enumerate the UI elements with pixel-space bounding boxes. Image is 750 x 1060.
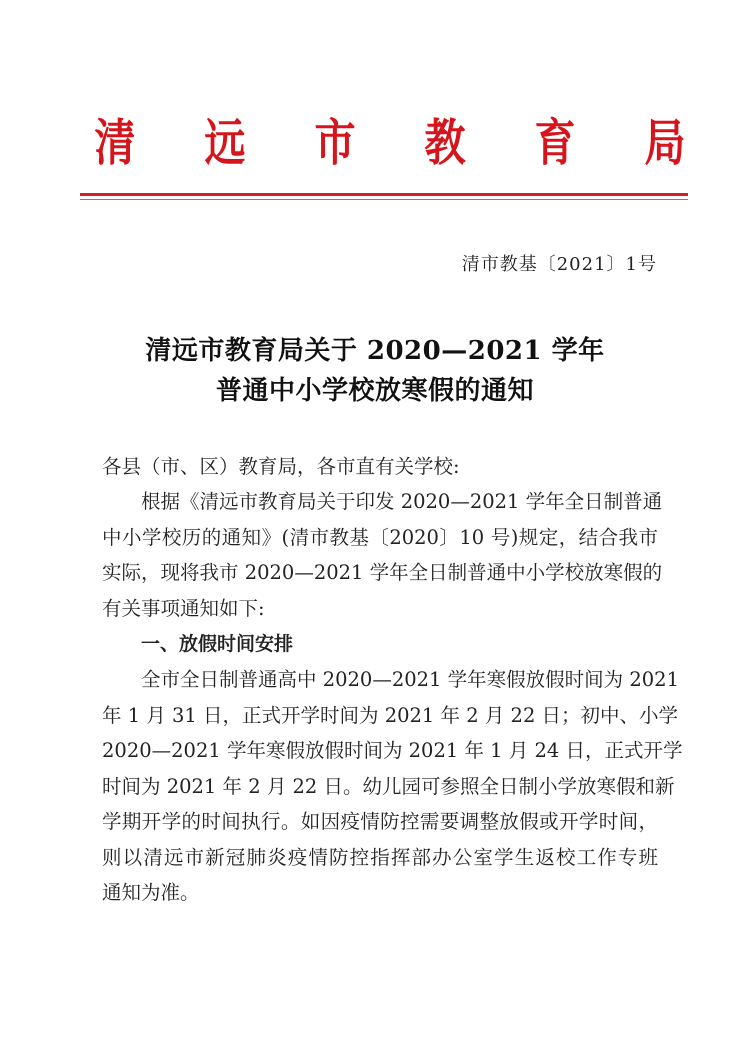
org-header-title <box>90 108 690 178</box>
org-header-char: 清 <box>94 114 136 172</box>
org-header-char: 市 <box>314 114 356 172</box>
org-header-char: 教 <box>424 114 466 172</box>
org-header-char: 局 <box>644 114 686 172</box>
body-paragraph-line: 中小学校历的通知》(清市教基〔2020〕10 号)规定，结合我市 <box>102 526 658 549</box>
header-red-rule-thin <box>80 199 688 200</box>
body-paragraph-line: 实际，现将我市 2020—2021 学年全日制普通中小学校放寒假的 <box>102 561 663 584</box>
body-paragraph-line: 时间为 2021 年 2 月 22 日。幼儿园可参照全日制小学放寒假和新 <box>102 775 675 798</box>
body-paragraph-line: 2020—2021 学年寒假放假时间为 2021 年 1 月 24 日，正式开学 <box>102 739 683 762</box>
body-paragraph-line: 全市全日制普通高中 2020—2021 学年寒假放假时间为 2021 <box>141 668 679 691</box>
body-paragraph-line: 通知为准。 <box>102 881 200 904</box>
section-heading: 一、放假时间安排 <box>141 633 294 655</box>
body-paragraph-line: 则以清远市新冠肺炎疫情防控指挥部办公室学生返校工作专班 <box>102 846 658 869</box>
body-paragraph-line: 有关事项通知如下: <box>102 597 265 620</box>
body-paragraph-line: 根据《清远市教育局关于印发 2020—2021 学年全日制普通 <box>141 490 663 513</box>
org-header-char: 远 <box>204 114 246 172</box>
body-paragraph-line: 年 1 月 31 日，正式开学时间为 2021 年 2 月 22 日；初中、小学 <box>102 704 679 727</box>
document-number: 清市教基〔2021〕1号 <box>461 254 657 275</box>
document-title-line-1: 清远市教育局关于 2020—2021 学年 <box>145 336 605 366</box>
header-red-rule-thick <box>80 193 688 196</box>
body-paragraph-line: 学期开学的时间执行。如因疫情防控需要调整放假或开学时间， <box>102 810 658 833</box>
org-header-char: 育 <box>534 114 576 172</box>
document-title-line-2: 普通中小学校放寒假的通知 <box>215 376 534 406</box>
salutation: 各县（市、区）教育局，各市直有关学校: <box>102 455 460 478</box>
